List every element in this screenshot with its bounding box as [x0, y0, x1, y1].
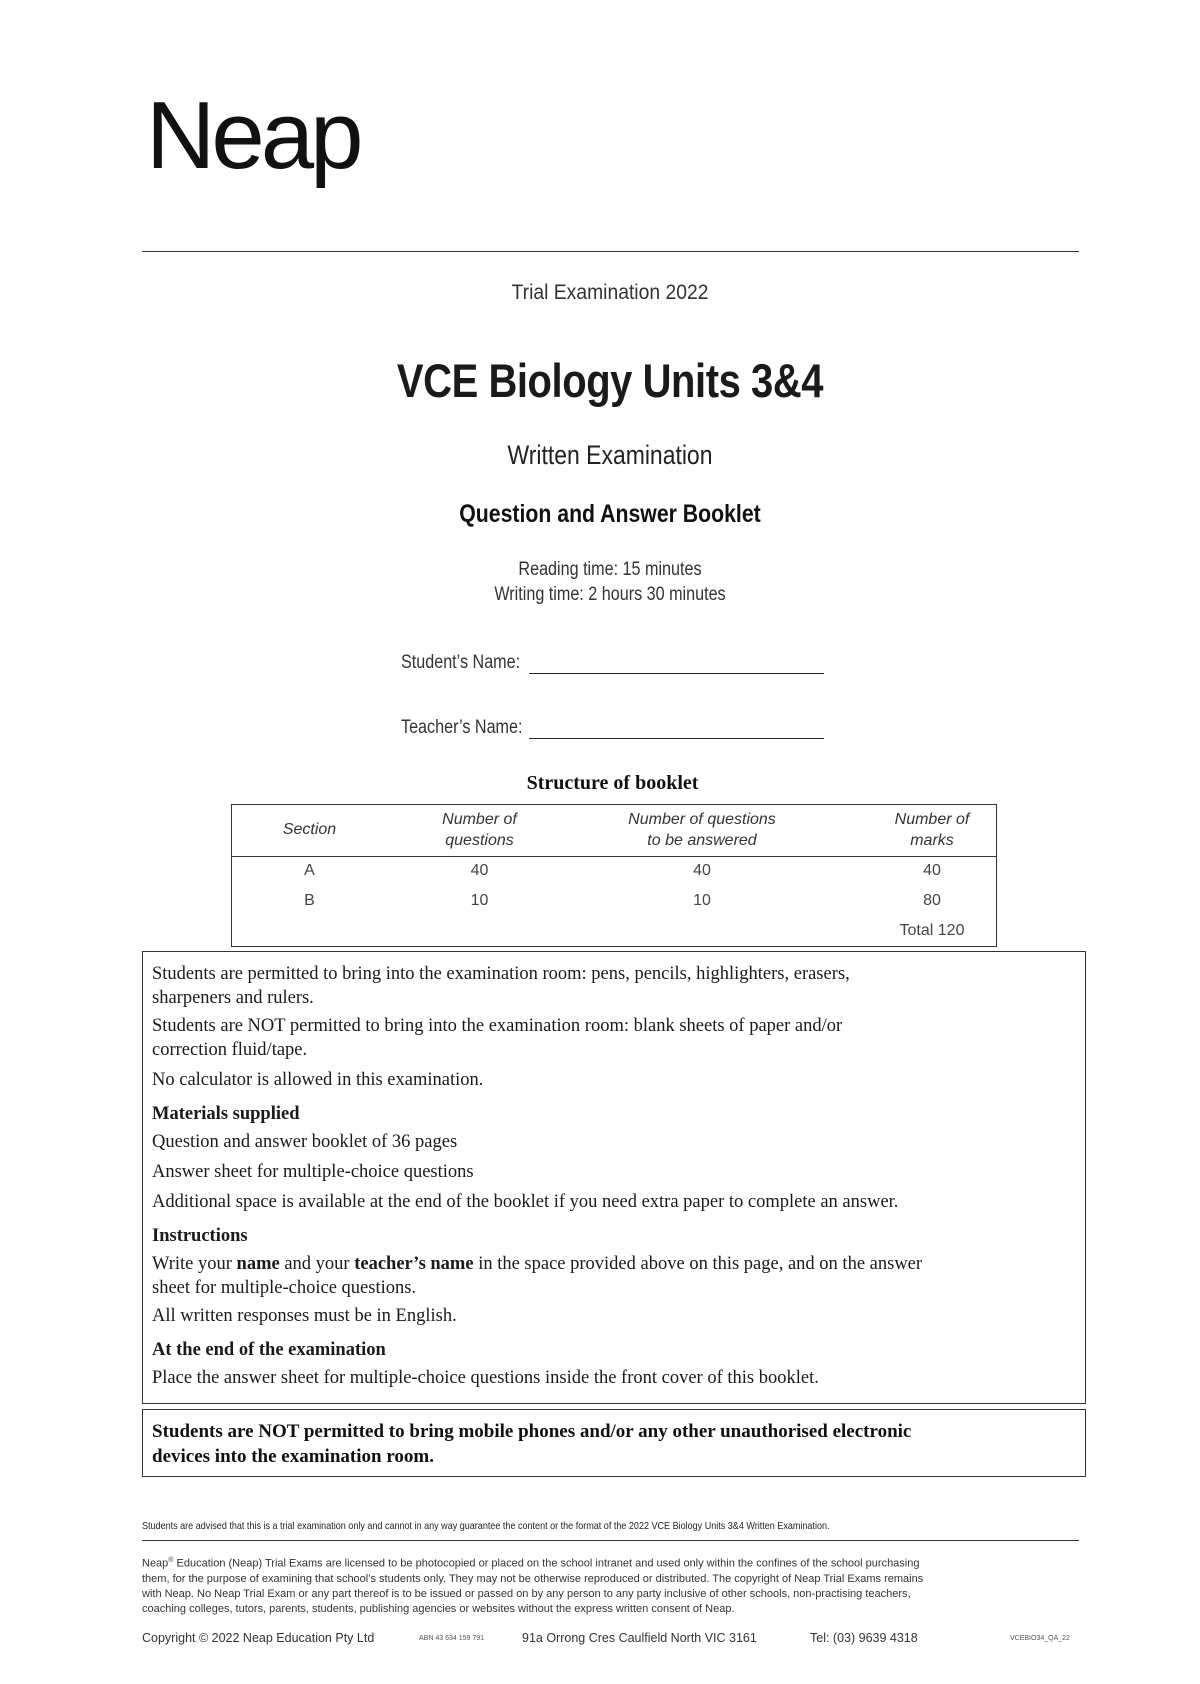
instructions-heading: Instructions — [152, 1226, 248, 1246]
footer-copyright: Copyright © 2022 Neap Education Pty Ltd — [142, 1631, 375, 1645]
license-line-3: with Neap. No Neap Trial Exam or any part thereof is to be issued or passed on by any person to any party inclusive of other schools, non-practising teachers, — [142, 1587, 911, 1600]
end-of-exam-heading: At the end of the examination — [152, 1340, 386, 1360]
student-name-line[interactable] — [529, 655, 824, 674]
license-line-4: coaching colleges, tutors, parents, students, publishing agencies or websites without the express written consent of Neap. — [142, 1602, 735, 1615]
not-permitted-items-line-1: Students are NOT permitted to bring into the examination room: blank sheets of paper and/or — [152, 1016, 843, 1036]
material-item: Question and answer booklet of 36 pages — [152, 1132, 458, 1152]
table-row-a-answered: 40 — [693, 862, 711, 879]
permitted-items-line-1: Students are permitted to bring into the examination room: pens, pencils, highlighters, erasers, — [152, 964, 850, 984]
end-of-exam-instruction: Place the answer sheet for multiple-choice questions inside the front cover of this booklet. — [152, 1368, 819, 1388]
table-row-b-questions: 10 — [470, 892, 489, 909]
page-title: VCE Biology Units 3&4 — [396, 354, 824, 407]
license-notice — [142, 1553, 1072, 1617]
teacher-name-field — [401, 717, 824, 739]
exam-information-box — [142, 951, 1086, 1404]
footer-abn: ABN 43 634 159 791 — [419, 1635, 484, 1642]
structure-table-header — [232, 805, 996, 857]
student-name-label: Student’s Name: — [401, 652, 521, 673]
neap-logo: Neap — [146, 82, 360, 189]
license-line-2: them, for the purpose of examining that school’s students only. They may not be otherwise reproduced or distributed. The copyright of Neap Trial Exams remains — [142, 1572, 924, 1585]
header-section: Section — [282, 821, 337, 838]
instruction-english: All written responses must be in English. — [152, 1306, 457, 1326]
footer-product-code: VCEBIO34_QA_22 — [1010, 1635, 1070, 1642]
table-row-b-section: B — [304, 892, 315, 909]
table-row-b-answered: 10 — [693, 892, 711, 909]
instruction-name-line-2: sheet for multiple-choice questions. — [152, 1278, 417, 1298]
warning-line-1: Students are NOT permitted to bring mobile phones and/or any other unauthorised electronic — [152, 1421, 912, 1442]
disclaimer-divider — [142, 1540, 1079, 1541]
instruction-name-line-1: Write your name and your teacher’s name in the space provided above on this page, and on the answer — [152, 1254, 923, 1274]
license-line-1: Neap® Education (Neap) Trial Exams are licensed to be photocopied or placed on the school intranet and used only within the confines of the school purchasing — [142, 1557, 920, 1570]
header-questions-to-answer: Number of questions to be answered — [628, 811, 776, 849]
footer-address: 91a Orrong Cres Caulfield North VIC 3161 — [522, 1631, 757, 1645]
header-divider — [142, 251, 1079, 252]
table-row-b-marks: 80 — [923, 892, 941, 909]
header-number-of-marks: Number of marks — [894, 811, 970, 849]
booklet-type: Question and Answer Booklet — [459, 500, 761, 528]
teacher-name-line[interactable] — [529, 720, 824, 739]
writing-time: Writing time: 2 hours 30 minutes — [494, 584, 726, 605]
structure-table — [231, 804, 997, 947]
mobile-phone-warning — [142, 1409, 1086, 1477]
material-item: Additional space is available at the end of the booklet if you need extra paper to complete an answer. — [152, 1192, 899, 1212]
trial-disclaimer: Students are advised that this is a trial examination only and cannot in any way guarantee the content or the format of the 2022 VCE Biology Units 3&4 Written Examination. — [142, 1520, 830, 1532]
structure-title: Structure of booklet — [526, 772, 699, 794]
teacher-name-label: Teacher’s Name: — [401, 717, 523, 738]
reading-time: Reading time: 15 minutes — [518, 559, 702, 580]
material-item: Answer sheet for multiple-choice questions — [152, 1162, 474, 1182]
exam-year: Trial Examination 2022 — [511, 281, 709, 304]
permitted-items-line-2: sharpeners and rulers. — [152, 988, 314, 1008]
calculator-rule: No calculator is allowed in this examination. — [152, 1070, 484, 1090]
exam-type: Written Examination — [507, 440, 713, 470]
table-total-marks: Total 120 — [899, 922, 965, 939]
header-number-of-questions: Number of questions — [442, 811, 517, 849]
materials-heading: Materials supplied — [152, 1104, 300, 1124]
warning-line-2: devices into the examination room. — [152, 1446, 434, 1467]
table-row-a-marks: 40 — [923, 862, 941, 879]
not-permitted-items-line-2: correction fluid/tape. — [152, 1040, 308, 1060]
table-row-a-questions: 40 — [470, 862, 489, 879]
footer-phone: Tel: (03) 9639 4318 — [810, 1631, 918, 1645]
table-row-a-section: A — [304, 862, 315, 879]
student-name-field — [401, 652, 824, 674]
